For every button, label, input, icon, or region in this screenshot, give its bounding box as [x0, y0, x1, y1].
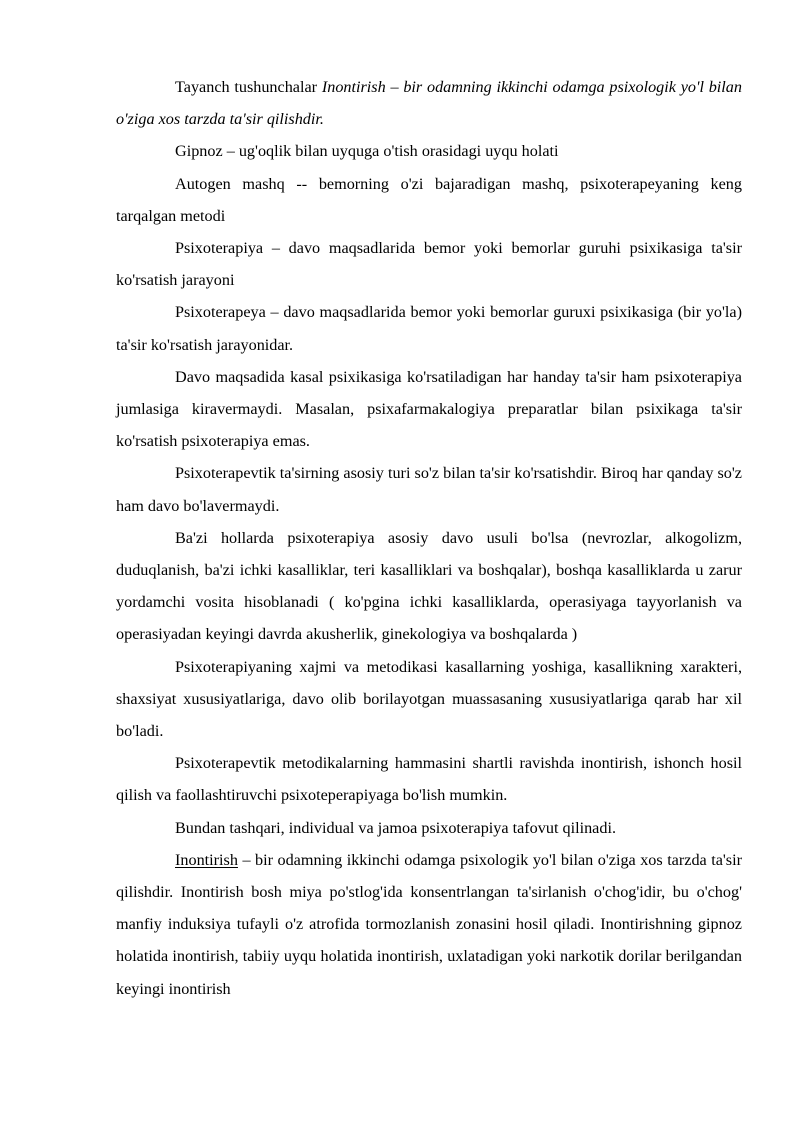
paragraph-suggestion: [116, 844, 742, 1005]
paragraph-not-all-influence: Davo maqsadida kasal psixikasiga ko'rsatiladigan har handay ta'sir ham psixoterapiya jumlasiga kiravermaydi. Masalan, psixafarmakalogiya preparatlar bilan psixikaga ta'sir ko'rsatish psixoterapiya emas.: [116, 367, 742, 451]
paragraph-autogenic-training: Autogen mashq -- bemorning o'zi bajaradigan mashq, psixoterapeyaning keng tarqalgan metodi: [116, 174, 742, 225]
key-concepts-lead: Tayanch tushunchalar: [175, 78, 322, 96]
document-body: [116, 71, 742, 1005]
paragraph-method-classes: Psixoterapevtik metodikalarning hammasini shartli ravishda inontirish, ishonch hosil qilish va faollashtiruvchi psixoteperapiyaga bo'lish mumkin.: [116, 754, 742, 805]
paragraph-psychotherapy-definition-alt: Psixoterapeya – davo maqsadlarida bemor yoki bemorlar guruxi psixikasiga (bir yo'la) ta'sir ko'rsatish jarayonidar.: [116, 303, 742, 354]
paragraph-key-concepts: [116, 71, 742, 135]
paragraph-main-method: Ba'zi hollarda psixoterapiya asosiy davo usuli bo'lsa (nevrozlar, alkogolizm, duduqlanish, ba'zi ichki kasalliklar, teri kasalliklari va boshqalar), boshqa kasalliklarda u zarur yordamchi vosita hisoblanadi ( ko'pgina ichki kasalliklarda, operasiyaga tayyorlanish va operasiyadan keyingi davrda akusherlik, ginekologiya va boshqalarda ): [116, 528, 742, 644]
paragraph-hypnosis: Gipnoz – ug'oqlik bilan uyquga o'tish orasidagi uyqu holati: [175, 142, 559, 161]
paragraph-psychotherapy-definition: Psixoterapiya – davo maqsadlarida bemor yoki bemorlar guruhi psixikasiga ta'sir ko'rsatish jarayoni: [116, 239, 742, 290]
paragraph-volume-methodology: Psixoterapiyaning xajmi va metodikasi kasallarning yoshiga, kasallikning xarakteri, shaxsiyat xususiyatlariga, davo olib borilayotgan muassasaning xususiyatlariga qarab har xil bo'ladi.: [116, 657, 742, 741]
suggestion-description: – bir odamning ikkinchi odamga psixologik yo'l bilan o'ziga xos tarzda ta'sir qilishdir. Inontirish bosh miya po'stlog'ida konsentrlangan ta'sirlanish o'chog'idir, bu o'chog' manfiy induksiya tufayli o'z atrofida tormozlanish zonasini hosil qiladi. Inontirishning gipnoz holatida inontirish, tabiiy uyqu holatida inontirish, uxlatadigan yoki narkotik dorilar berilgandan keyingi inontirish: [116, 850, 742, 998]
paragraph-individual-group: Bundan tashqari, individual va jamoa psixoterapiya tafovut qilinadi.: [175, 818, 617, 837]
paragraph-verbal-influence: Psixoterapevtik ta'sirning asosiy turi so'z bilan ta'sir ko'rsatishdir. Biroq har qanday so'z ham davo bo'lavermaydi.: [116, 464, 742, 515]
suggestion-term-underlined: Inontirish: [175, 850, 238, 869]
suggestion-definition-italic: Inontirish – bir odamning ikkinchi odamga psixologik yo'l bilan o'ziga xos tarzda ta'sir qilishdir.: [116, 78, 742, 129]
